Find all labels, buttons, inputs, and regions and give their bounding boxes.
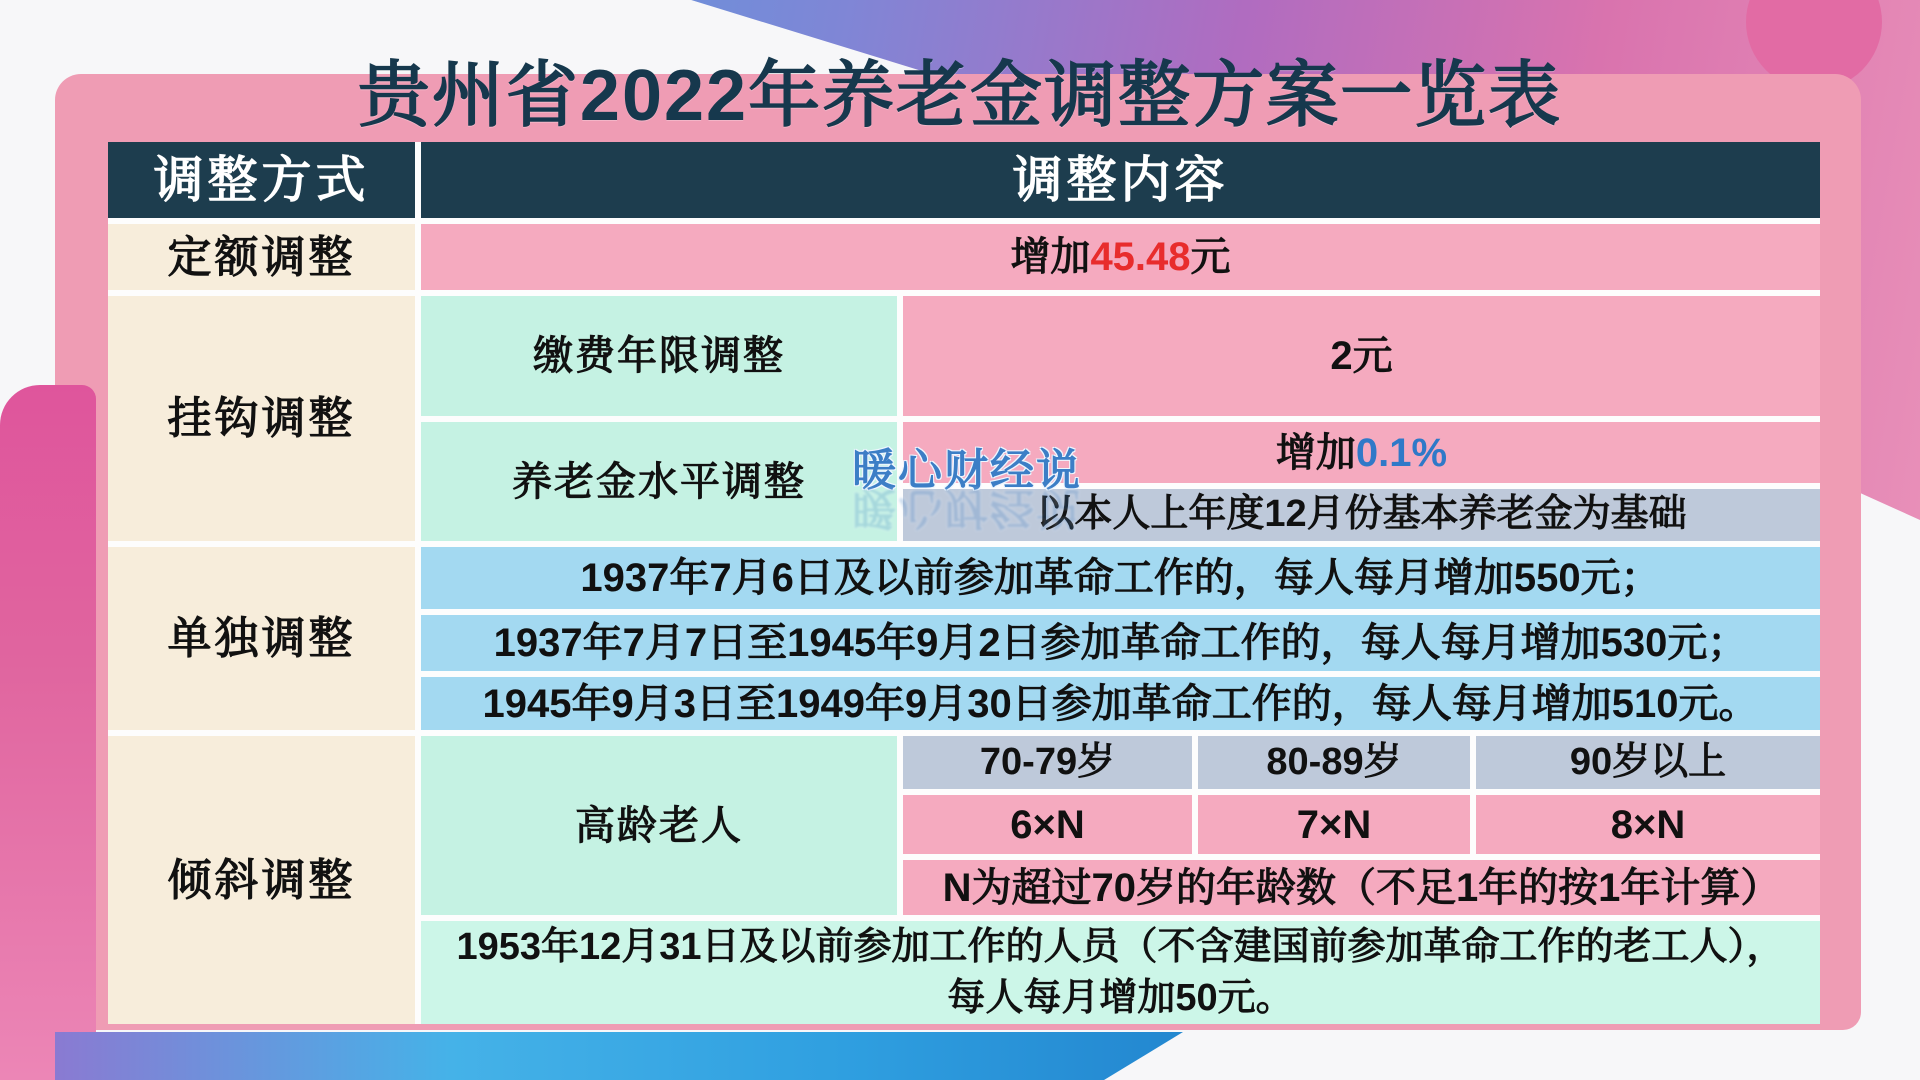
watermark-reflection: 暖心财经说 <box>852 483 1082 532</box>
fixed-suffix: 元 <box>1190 235 1231 279</box>
fixed-prefix: 增加 <box>1010 235 1091 279</box>
row-label-linked-adjustment: 挂钩调整 <box>108 296 415 541</box>
header-cell-content: 调整内容 <box>421 142 1820 218</box>
row-label-tilted-adjustment: 倾斜调整 <box>108 736 415 1024</box>
bottom-gradient-band <box>55 1032 1183 1080</box>
value-separate-item: 1937年7月6日及以前参加革命工作的，每人每月增加550元； <box>421 547 1820 609</box>
value-pension-level-basis: 以本人上年度12月份基本养老金为基础 <box>903 489 1820 541</box>
level-amount: 0.1% <box>1355 430 1448 475</box>
value-separate-item: 1937年7月7日至1945年9月2日参加革命工作的，每人每月增加530元； <box>421 615 1820 671</box>
sub-label-payment-years: 缴费年限调整 <box>421 296 897 416</box>
value-separate-item: 1945年9月3日至1949年9月30日参加革命工作的，每人每月增加510元。 <box>421 677 1820 730</box>
sub-label-elderly: 高龄老人 <box>421 736 897 915</box>
value-fixed-adjustment <box>421 224 1820 290</box>
level-prefix: 增加 <box>1275 430 1356 475</box>
age-group-formula: 7×N <box>1198 795 1470 854</box>
header-cell-method: 调整方式 <box>108 142 415 218</box>
row-label-fixed-adjustment: 定额调整 <box>108 224 415 290</box>
age-group-header: 90岁以上 <box>1476 736 1820 789</box>
value-n-definition-note: N为超过70岁的年龄数（不足1年的按1年计算） <box>903 860 1820 915</box>
age-group-formula: 6×N <box>903 795 1192 854</box>
pension-adjustment-table <box>108 142 1820 1024</box>
sub-label-pension-level: 养老金水平调整 <box>421 422 897 541</box>
fixed-amount: 45.48 <box>1090 235 1191 279</box>
value-early-workers: 1953年12月31日及以前参加工作的人员（不含建国前参加革命工作的老工人），每人每月增加50元。 <box>421 921 1820 1024</box>
page-title: 贵州省2022年养老金调整方案一览表 <box>357 56 1563 136</box>
row-label-separate-adjustment: 单独调整 <box>108 547 415 730</box>
age-group-header: 80-89岁 <box>1198 736 1470 789</box>
value-payment-years: 2元 <box>903 296 1820 416</box>
age-group-formula: 8×N <box>1476 795 1820 854</box>
watermark-text: 暖心财经说 <box>852 446 1082 495</box>
left-magenta-strip <box>0 385 96 1080</box>
age-group-header: 70-79岁 <box>903 736 1192 789</box>
